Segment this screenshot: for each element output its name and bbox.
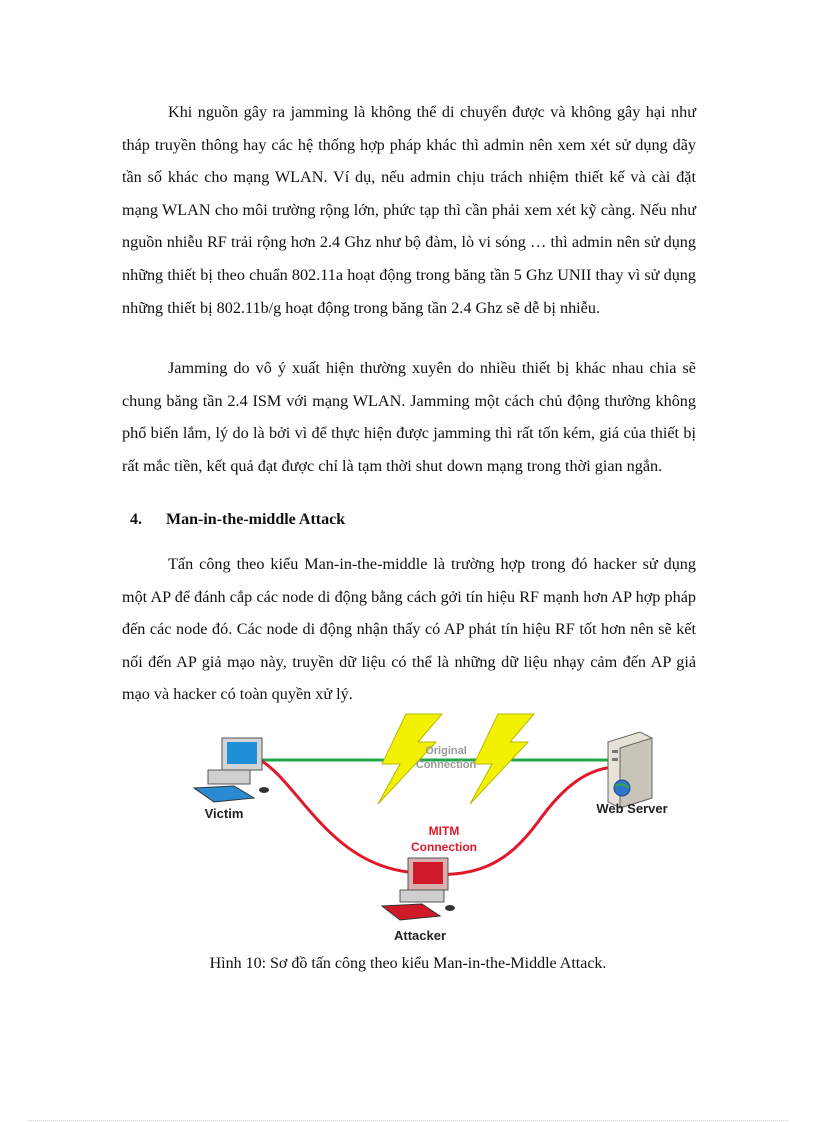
section-title: Man-in-the-middle Attack <box>166 511 346 528</box>
attacker-label: Attacker <box>393 928 447 943</box>
page-bottom-divider <box>28 1120 788 1121</box>
victim-computer-icon <box>194 738 269 802</box>
original-connection-label-line1: Original <box>425 745 467 757</box>
victim-label: Victim <box>204 806 244 821</box>
attacker-computer-icon <box>382 858 455 920</box>
paragraph-mitm: Tấn công theo kiểu Man-in-the-middle là trường hợp trong đó hacker sử dụng một AP để đánh cắp các node di động bằng cách gởi tín hiệu RF mạnh hơn AP hợp pháp đến các node đó. Các node di động nhận thấy có AP phát tín hiệu RF tốt hơn nên sẽ kết nối đến AP giả mạo này, truyền dữ liệu có thể là những dữ liệu nhạy cảm đến AP giả mạo và hacker có toàn quyền xử lý. <box>122 555 696 704</box>
section-heading <box>130 511 345 529</box>
mitm-diagram <box>178 712 688 948</box>
figure-caption: Hình 10: Sơ đồ tấn công theo kiểu Man-in-the-Middle Attack. <box>209 955 607 972</box>
web-server-icon <box>608 732 652 808</box>
mitm-connection-label-line2: Connection <box>411 840 477 854</box>
mitm-connection-link <box>260 760 618 875</box>
mitm-connection-label-line1: MITM <box>428 824 460 838</box>
paragraph-jamming-unintentional: Jamming do vô ý xuất hiện thường xuyên do nhiều thiết bị khác nhau chia sẽ chung băng tần 2.4 ISM với mạng WLAN. Jamming một cách chủ động thường không phổ biến lắm, lý do là bởi vì để thực hiện được jamming thì rất tốn kém, giá của thiết bị rất mắc tiền, kết quả đạt được chỉ là tạm thời shut down mạng trong thời gian ngắn. <box>122 359 696 475</box>
web-server-label: Web Server <box>596 801 668 816</box>
paragraph-jamming-source: Khi nguồn gây ra jamming là không thể di chuyển được và không gây hại như tháp truyền thông hay các hệ thống hợp pháp khác thì admin nên xem xét sử dụng dãy tần số khác cho mạng WLAN. Ví dụ, nếu admin chịu trách nhiệm thiết kế và cài đặt mạng WLAN cho môi trường rộng lớn, phức tạp thì cần phải xem xét kỹ càng. Nếu như nguồn nhiễu RF trải rộng hơn 2.4 Ghz như bộ đàm, lò vi sóng … thì admin nên sử dụng những thiết bị theo chuẩn 802.11a hoạt động trong băng tần 5 Ghz UNII thay vì sử dụng những thiết bị 802.11b/g hoạt động trong băng tần 2.4 Ghz sẽ dễ bị nhiễu. <box>122 103 696 317</box>
original-connection-label-line2: Connection <box>415 759 477 771</box>
section-number: 4. <box>130 511 142 528</box>
